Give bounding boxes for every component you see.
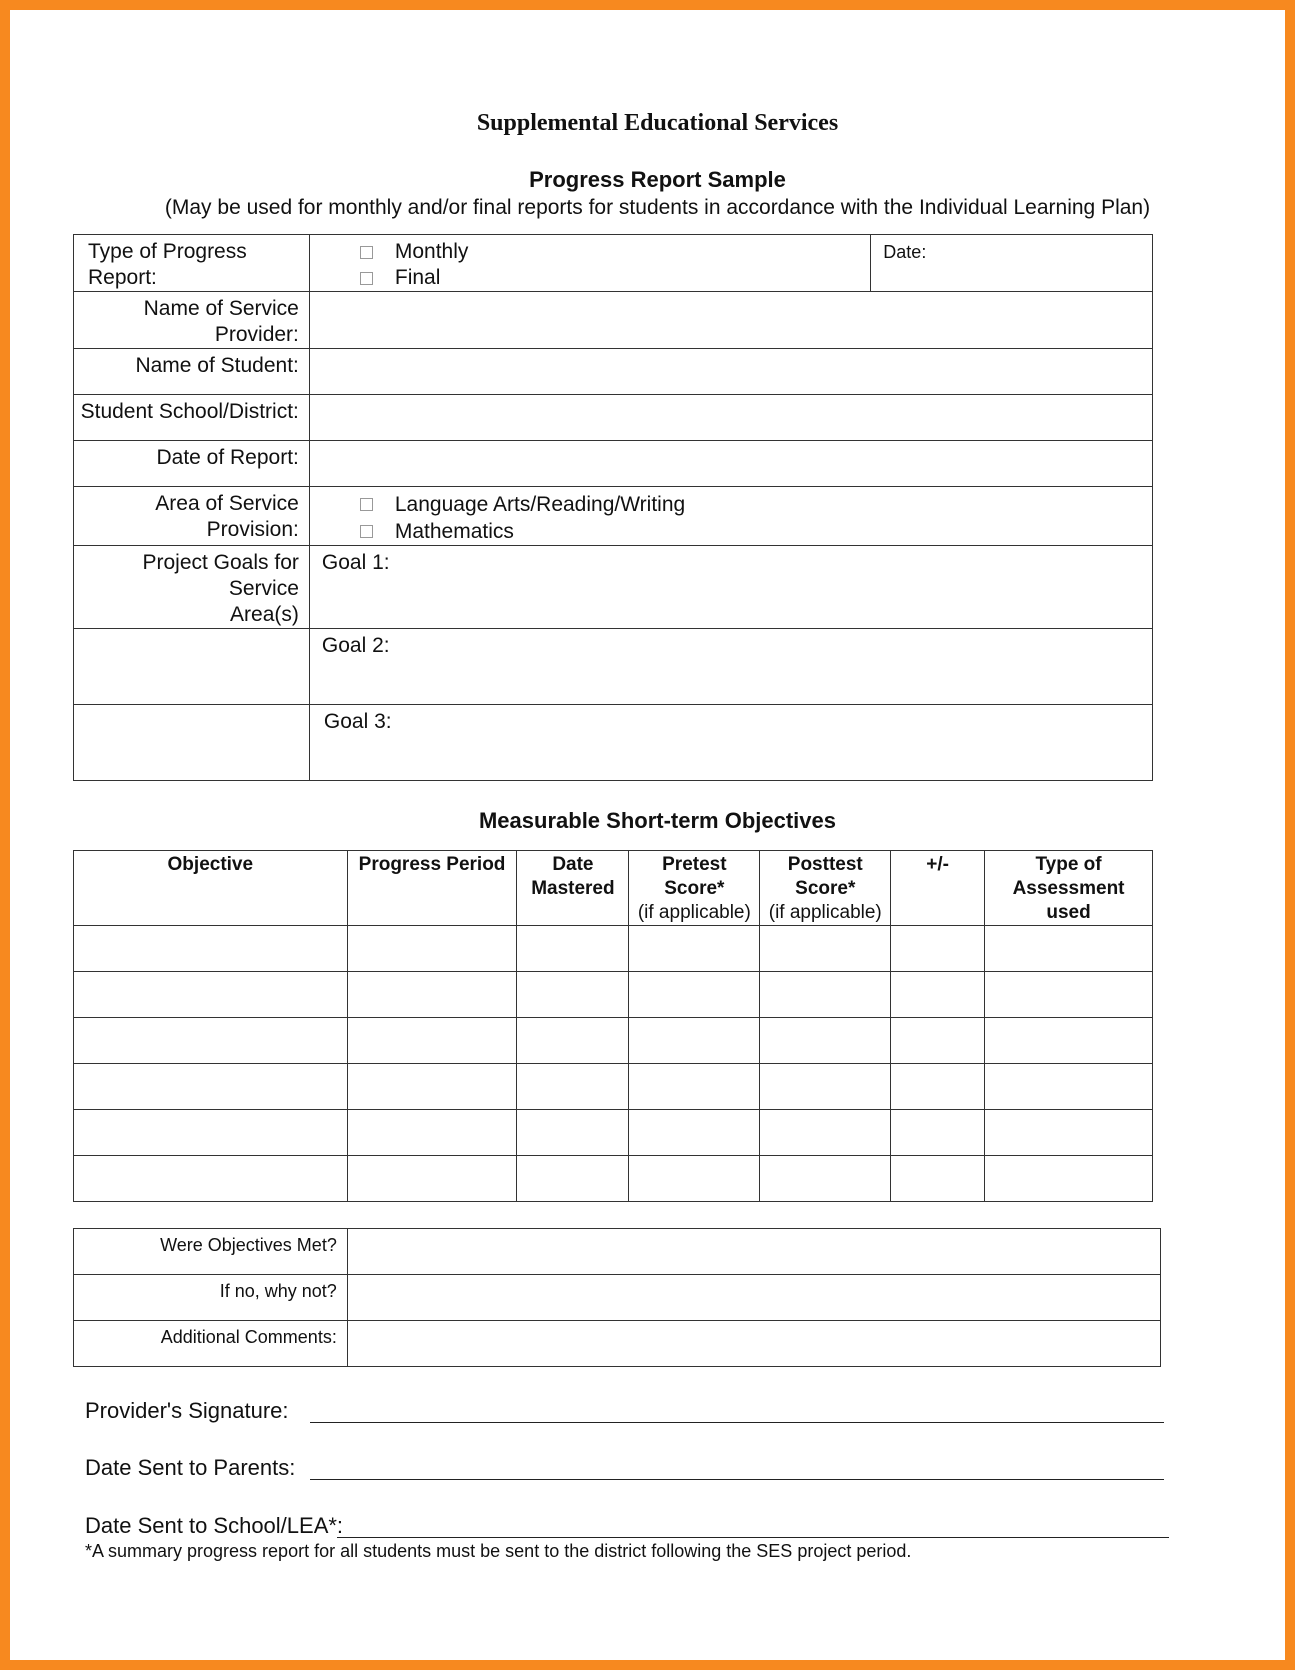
objectives-met-field[interactable] xyxy=(347,1229,1160,1275)
col-pretest-line2: Score* xyxy=(664,878,725,899)
table-row xyxy=(74,1018,1153,1064)
col-assessment-line3: used xyxy=(1046,902,1091,923)
col-posttest xyxy=(760,851,891,926)
goal2-label: Goal 2: xyxy=(321,634,390,657)
col-pretest-line1: Pretest xyxy=(662,854,727,875)
table-cell[interactable] xyxy=(347,972,517,1018)
table-row xyxy=(74,1156,1153,1202)
type-label: Type of Progress Report: xyxy=(74,235,310,292)
table-cell[interactable] xyxy=(891,1064,985,1110)
table-row xyxy=(74,972,1153,1018)
table-cell[interactable] xyxy=(760,1018,891,1064)
col-date-mastered-line1: Date xyxy=(552,854,594,875)
table-cell[interactable] xyxy=(629,1110,760,1156)
goals-label xyxy=(74,546,310,629)
col-posttest-line3: (if applicable) xyxy=(768,902,882,923)
option-final[interactable] xyxy=(310,265,870,291)
table-cell[interactable] xyxy=(760,1156,891,1202)
report-date-field[interactable] xyxy=(309,441,1152,487)
checkbox-language-arts[interactable] xyxy=(360,498,373,511)
option-language-arts-label: Language Arts/Reading/Writing xyxy=(394,492,686,516)
table-cell[interactable] xyxy=(74,926,348,972)
table-cell[interactable] xyxy=(74,972,348,1018)
table-cell[interactable] xyxy=(985,1156,1153,1202)
objectives-table xyxy=(73,850,1153,1202)
table-cell[interactable] xyxy=(517,1064,629,1110)
col-progress-period: Progress Period xyxy=(347,851,517,926)
school-label: Student School/District: xyxy=(74,395,310,441)
col-date-mastered xyxy=(517,851,629,926)
table-cell[interactable] xyxy=(347,1018,517,1064)
table-cell[interactable] xyxy=(985,1064,1153,1110)
option-final-label: Final xyxy=(394,266,441,289)
goal2-spacer xyxy=(74,629,310,705)
table-cell[interactable] xyxy=(74,1018,348,1064)
table-cell[interactable] xyxy=(629,1018,760,1064)
followup-table xyxy=(73,1228,1161,1367)
table-cell[interactable] xyxy=(985,1018,1153,1064)
col-date-mastered-line2: Mastered xyxy=(531,878,615,899)
table-cell[interactable] xyxy=(629,1156,760,1202)
table-cell[interactable] xyxy=(347,1156,517,1202)
report-title: Progress Report Sample xyxy=(529,167,786,192)
comments-label: Additional Comments: xyxy=(74,1321,348,1367)
sent-parents-line[interactable] xyxy=(310,1467,1164,1480)
goal2-field[interactable] xyxy=(309,629,1152,705)
table-row xyxy=(74,1110,1153,1156)
checkbox-final[interactable] xyxy=(360,272,373,285)
area-label xyxy=(74,487,310,546)
option-monthly[interactable] xyxy=(310,239,870,265)
col-posttest-line1: Posttest xyxy=(787,854,863,875)
option-mathematics-label: Mathematics xyxy=(394,519,514,543)
option-monthly-label: Monthly xyxy=(394,240,469,263)
goal3-spacer xyxy=(74,705,310,781)
org-title: Supplemental Educational Services xyxy=(476,110,839,136)
table-cell[interactable] xyxy=(74,1156,348,1202)
col-plusminus: +/- xyxy=(891,851,985,926)
comments-field[interactable] xyxy=(347,1321,1160,1367)
table-cell[interactable] xyxy=(74,1110,348,1156)
checkbox-mathematics[interactable] xyxy=(360,525,373,538)
table-cell[interactable] xyxy=(891,972,985,1018)
table-cell[interactable] xyxy=(629,1064,760,1110)
date-field[interactable] xyxy=(871,235,1153,292)
sent-school-line[interactable] xyxy=(337,1525,1169,1538)
table-cell[interactable] xyxy=(891,1156,985,1202)
area-options xyxy=(309,487,1152,546)
type-options xyxy=(309,235,870,292)
col-assessment-line1: Type of xyxy=(1035,854,1102,875)
table-cell[interactable] xyxy=(985,1110,1153,1156)
objectives-met-label: Were Objectives Met? xyxy=(74,1229,348,1275)
area-label-line1: Area of Service xyxy=(155,492,299,515)
sent-school-label: Date Sent to School/LEA*: xyxy=(85,1513,344,1538)
goal1-label: Goal 1: xyxy=(321,551,390,574)
col-pretest-line3: (if applicable) xyxy=(637,902,751,923)
why-not-label: If no, why not? xyxy=(74,1275,348,1321)
table-row xyxy=(74,1064,1153,1110)
provider-signature-line[interactable] xyxy=(310,1410,1164,1423)
col-assessment-line2: Assessment xyxy=(1012,878,1125,899)
provider-signature-label: Provider's Signature: xyxy=(85,1398,289,1423)
info-table xyxy=(73,234,1153,781)
table-cell[interactable] xyxy=(760,1110,891,1156)
goal1-field[interactable] xyxy=(309,546,1152,629)
option-language-arts[interactable] xyxy=(310,491,1152,518)
col-pretest xyxy=(629,851,760,926)
table-cell[interactable] xyxy=(629,972,760,1018)
col-assessment xyxy=(985,851,1153,926)
goal3-field[interactable] xyxy=(309,705,1152,781)
goals-label-line2: Area(s) xyxy=(230,603,299,626)
provider-field[interactable] xyxy=(309,292,1152,349)
table-cell[interactable] xyxy=(985,926,1153,972)
table-cell[interactable] xyxy=(517,1156,629,1202)
report-note: (May be used for monthly and/or final reports for students in accordance with the Individual Learning Plan) xyxy=(164,196,1151,219)
date-label: Date: xyxy=(883,242,927,262)
option-mathematics[interactable] xyxy=(310,518,1152,545)
provider-label xyxy=(74,292,310,349)
table-row xyxy=(74,926,1153,972)
table-cell[interactable] xyxy=(347,1110,517,1156)
why-not-field[interactable] xyxy=(347,1275,1160,1321)
area-label-line2: Provision: xyxy=(206,518,299,541)
table-cell[interactable] xyxy=(891,1018,985,1064)
provider-label-line2: Provider: xyxy=(214,323,299,346)
table-cell[interactable] xyxy=(760,1064,891,1110)
student-field[interactable] xyxy=(309,349,1152,395)
footnote: *A summary progress report for all students must be sent to the district following the SES project period. xyxy=(85,1541,912,1561)
school-field[interactable] xyxy=(309,395,1152,441)
table-cell[interactable] xyxy=(74,1064,348,1110)
student-label: Name of Student: xyxy=(74,349,310,395)
table-cell[interactable] xyxy=(517,926,629,972)
checkbox-monthly[interactable] xyxy=(360,246,373,259)
table-cell[interactable] xyxy=(517,972,629,1018)
table-cell[interactable] xyxy=(985,972,1153,1018)
goal3-label: Goal 3: xyxy=(323,710,392,733)
col-objective: Objective xyxy=(74,851,348,926)
table-cell[interactable] xyxy=(891,926,985,972)
table-cell[interactable] xyxy=(517,1018,629,1064)
table-cell[interactable] xyxy=(347,1064,517,1110)
table-cell[interactable] xyxy=(629,926,760,972)
table-cell[interactable] xyxy=(760,926,891,972)
table-cell[interactable] xyxy=(347,926,517,972)
table-cell[interactable] xyxy=(760,972,891,1018)
report-date-label: Date of Report: xyxy=(74,441,310,487)
sent-parents-label: Date Sent to Parents: xyxy=(85,1455,296,1480)
goals-label-line1: Project Goals for Service xyxy=(142,551,299,600)
col-posttest-line2: Score* xyxy=(795,878,856,899)
table-cell[interactable] xyxy=(891,1110,985,1156)
objectives-title: Measurable Short-term Objectives xyxy=(478,808,836,833)
table-cell[interactable] xyxy=(517,1110,629,1156)
provider-label-line1: Name of Service xyxy=(143,297,299,320)
